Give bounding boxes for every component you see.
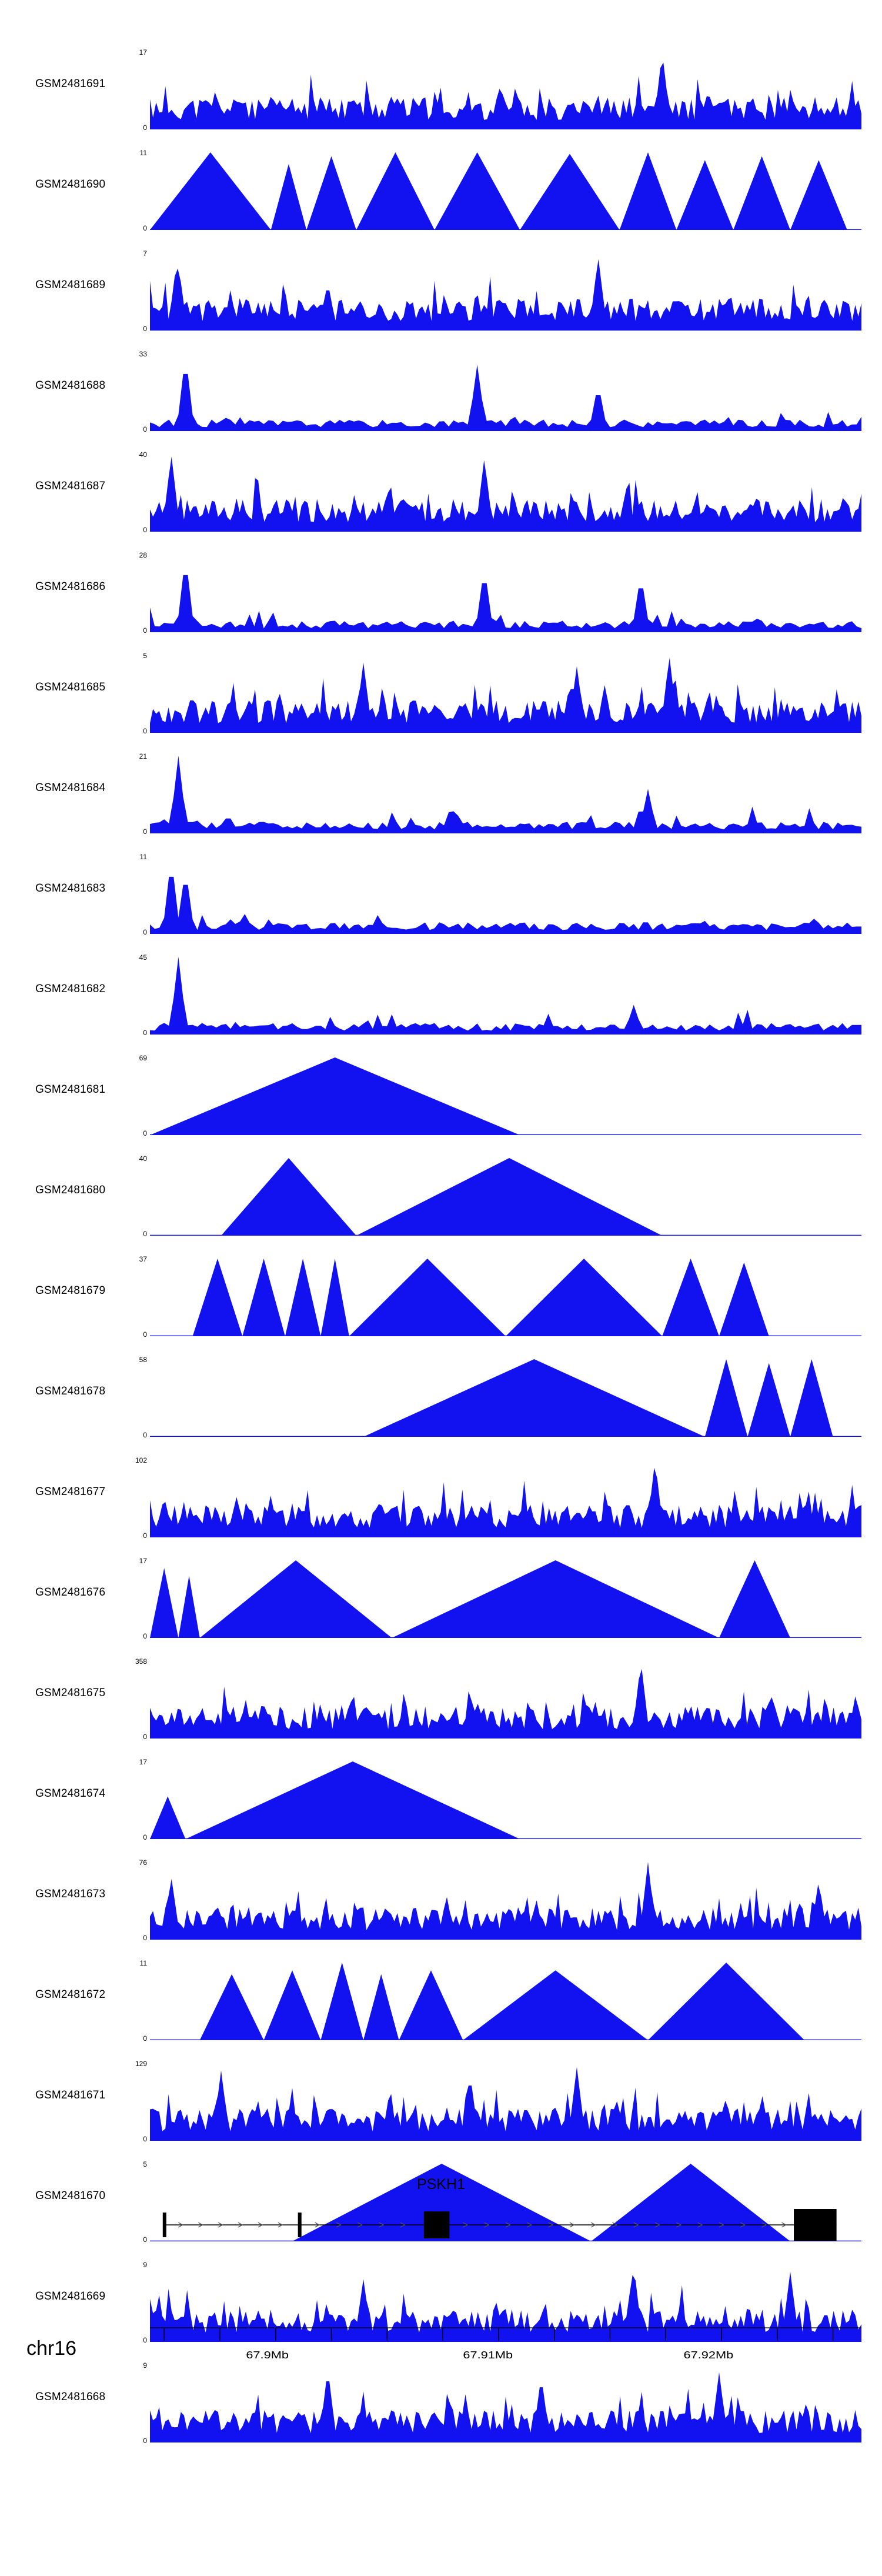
track-signal-plot	[150, 253, 861, 331]
track-signal-plot	[150, 1862, 861, 1940]
track-row	[0, 2047, 882, 2147]
track-label: GSM2481671	[35, 2089, 106, 2101]
track-label: GSM2481675	[35, 1687, 106, 1699]
axis-min-label: 0	[143, 2235, 147, 2244]
track-signal-plot	[150, 1359, 861, 1437]
axis-max-label: 129	[135, 2060, 147, 2068]
axis-min-label: 0	[143, 1934, 147, 1942]
track-row	[0, 35, 882, 136]
axis-max-label: 58	[139, 1356, 147, 1364]
axis-max-label: 45	[139, 953, 147, 962]
track-label: GSM2481687	[35, 480, 106, 492]
track-label: GSM2481682	[35, 983, 106, 995]
gene-model	[150, 2198, 861, 2251]
gene-name-label: PSKH1	[417, 2176, 465, 2193]
axis-tick-label: 67.9Mb	[246, 2349, 289, 2361]
track-label: GSM2481674	[35, 1787, 106, 1800]
axis-max-label: 11	[139, 1959, 147, 1967]
track-signal-plot	[150, 1057, 861, 1135]
track-label: GSM2481670	[35, 2190, 106, 2202]
axis-min-label: 0	[143, 626, 147, 635]
track-signal-plot	[150, 353, 861, 431]
axis-max-label: 5	[143, 2160, 147, 2168]
axis-min-label: 0	[143, 124, 147, 132]
track-signal-plot	[150, 1560, 861, 1638]
axis-max-label: 69	[139, 1054, 147, 1062]
axis-max-label: 17	[139, 48, 147, 56]
track-row	[0, 1142, 882, 1242]
track-row	[0, 1343, 882, 1443]
axis-tick-label: 67.91Mb	[463, 2349, 513, 2361]
axis-min-label: 0	[143, 425, 147, 433]
gene-annotation-panel	[0, 2170, 882, 2300]
track-label: GSM2481673	[35, 1888, 106, 1900]
coordinate-axis	[150, 2323, 861, 2400]
track-label: GSM2481689	[35, 279, 106, 291]
axis-max-label: 28	[139, 551, 147, 559]
axis-min-label: 0	[143, 727, 147, 735]
track-signal-plot	[150, 454, 861, 532]
track-signal-plot	[150, 1761, 861, 1839]
track-label: GSM2481690	[35, 178, 106, 191]
track-signal-plot	[150, 152, 861, 230]
axis-max-label: 21	[139, 752, 147, 760]
track-row	[0, 1443, 882, 1544]
track-label: GSM2481676	[35, 1586, 106, 1599]
track-label: GSM2481678	[35, 1385, 106, 1397]
track-row	[0, 1041, 882, 1142]
axis-max-label: 5	[143, 652, 147, 660]
axis-min-label: 0	[143, 2135, 147, 2143]
track-row	[0, 1946, 882, 2047]
axis-min-label: 0	[143, 1129, 147, 1137]
axis-min-label: 0	[143, 1330, 147, 1339]
axis-min-label: 0	[143, 1431, 147, 1439]
track-label: GSM2481688	[35, 379, 106, 392]
axis-min-label: 0	[143, 1531, 147, 1540]
axis-max-label: 40	[139, 1154, 147, 1163]
axis-min-label: 0	[143, 224, 147, 232]
track-label: GSM2481684	[35, 782, 106, 794]
axis-max-label: 11	[139, 149, 147, 157]
axis-min-label: 0	[143, 1632, 147, 1640]
axis-min-label: 0	[143, 2336, 147, 2344]
axis-max-label: 9	[143, 2361, 147, 2370]
axis-min-label: 0	[143, 1733, 147, 1741]
track-row	[0, 1544, 882, 1644]
axis-max-label: 9	[143, 2261, 147, 2269]
track-label: GSM2481679	[35, 1284, 106, 1297]
track-label: GSM2481691	[35, 78, 106, 90]
track-signal-plot	[150, 1963, 861, 2040]
axis-max-label: 7	[143, 249, 147, 258]
axis-min-label: 0	[143, 2034, 147, 2043]
track-signal-plot	[150, 756, 861, 833]
track-label: GSM2481672	[35, 1988, 106, 2001]
axis-min-label: 0	[143, 1029, 147, 1037]
track-list	[0, 35, 882, 2449]
track-row	[0, 1745, 882, 1846]
track-label: GSM2481680	[35, 1184, 106, 1196]
axis-max-label: 17	[139, 1758, 147, 1766]
track-signal-plot	[150, 555, 861, 632]
track-signal-plot	[150, 2063, 861, 2141]
track-row	[0, 1644, 882, 1745]
axis-max-label: 40	[139, 451, 147, 459]
track-row	[0, 840, 882, 940]
axis-min-label: 0	[143, 827, 147, 836]
track-signal-plot	[150, 1661, 861, 1739]
track-label: GSM2481685	[35, 681, 106, 693]
axis-min-label: 0	[143, 1833, 147, 1841]
track-row	[0, 639, 882, 739]
track-label: GSM2481681	[35, 1083, 106, 1096]
track-signal-plot	[150, 957, 861, 1035]
axis-max-label: 11	[139, 853, 147, 861]
track-row	[0, 538, 882, 639]
axis-tick-label: 67.92Mb	[683, 2349, 734, 2361]
axis-min-label: 0	[143, 325, 147, 333]
track-signal-plot	[150, 1259, 861, 1336]
track-row	[0, 337, 882, 438]
track-row	[0, 739, 882, 840]
axis-min-label: 0	[143, 526, 147, 534]
chromosome-label: chr16	[26, 2337, 77, 2360]
track-row	[0, 1846, 882, 1946]
track-signal-plot	[150, 52, 861, 129]
axis-max-label: 358	[135, 1657, 147, 1666]
axis-max-label: 33	[139, 350, 147, 358]
axis-min-label: 0	[143, 928, 147, 936]
axis-max-label: 76	[139, 1858, 147, 1867]
axis-min-label: 0	[143, 2437, 147, 2445]
track-row	[0, 136, 882, 236]
axis-max-label: 37	[139, 1255, 147, 1263]
axis-min-label: 0	[143, 1230, 147, 1238]
track-label: GSM2481668	[35, 2391, 106, 2403]
track-signal-plot	[150, 655, 861, 733]
axis-max-label: 17	[139, 1557, 147, 1565]
track-label: GSM2481683	[35, 882, 106, 895]
track-row	[0, 236, 882, 337]
track-row	[0, 438, 882, 538]
track-label: GSM2481686	[35, 580, 106, 593]
chromosome-axis-panel	[0, 2311, 882, 2464]
track-signal-plot	[150, 856, 861, 934]
track-row	[0, 1242, 882, 1343]
track-label: GSM2481669	[35, 2290, 106, 2303]
track-label: GSM2481677	[35, 1486, 106, 1498]
track-signal-plot	[150, 1460, 861, 1537]
axis-max-label: 102	[135, 1456, 147, 1464]
track-signal-plot	[150, 1158, 861, 1236]
track-row	[0, 940, 882, 1041]
